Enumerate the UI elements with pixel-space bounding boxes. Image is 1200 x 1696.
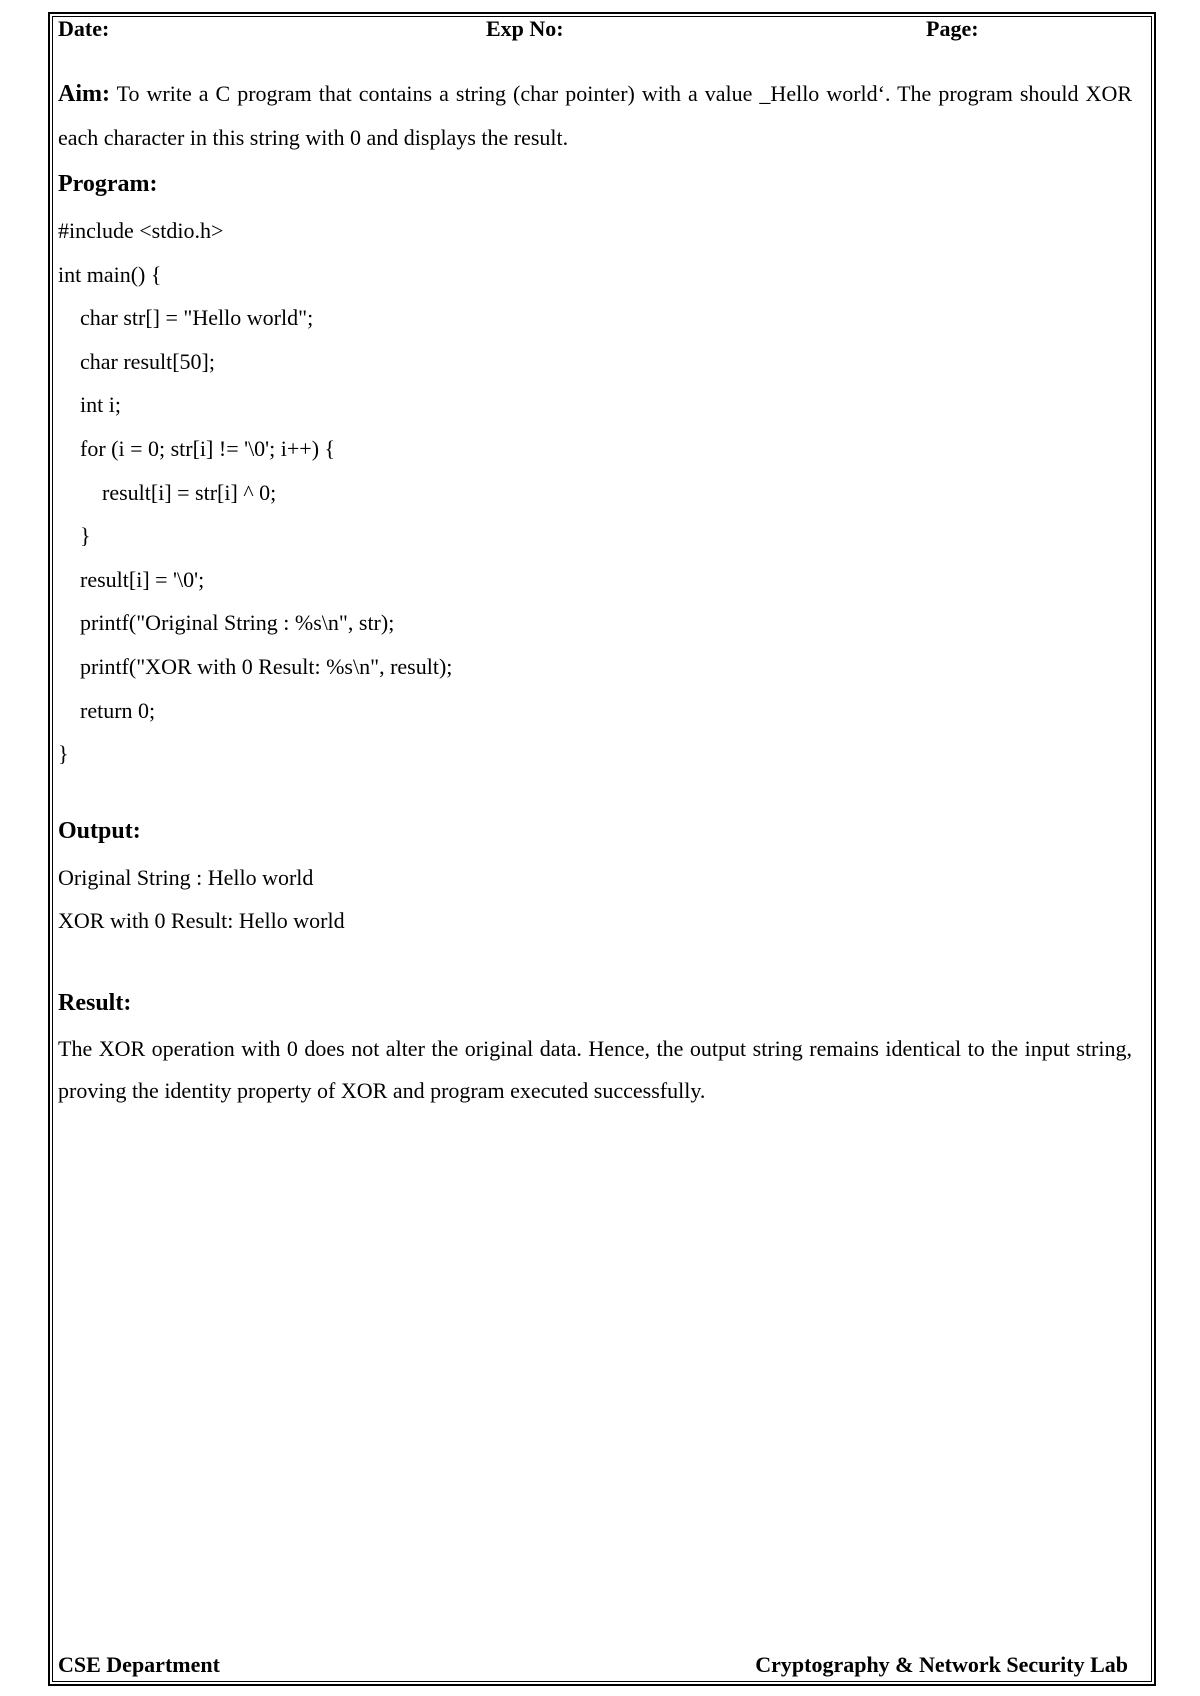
document-body	[58, 72, 1132, 1112]
code-line: char str[] = "Hello world";	[58, 305, 314, 331]
code-line: for (i = 0; str[i] != '\0'; i++) {	[58, 435, 336, 461]
code-line: int main() {	[58, 261, 162, 287]
program-heading: Program:	[58, 171, 158, 197]
code-line: }	[58, 523, 91, 549]
aim-paragraph	[58, 72, 1132, 159]
result-paragraph: The XOR operation with 0 does not alter the original data. Hence, the output string remains identical to the input string, proving the identity property of XOR and program executed successfully.	[58, 1035, 1132, 1103]
code-line: return 0;	[58, 697, 156, 723]
code-line: result[i] = '\0';	[58, 566, 205, 592]
code-block	[58, 209, 1132, 776]
department-label: CSE Department	[58, 1652, 220, 1677]
date-label: Date:	[58, 16, 110, 41]
code-line: result[i] = str[i] ^ 0;	[58, 479, 277, 505]
code-line: int i;	[58, 392, 121, 418]
output-heading: Output:	[58, 817, 141, 844]
aim-label: Aim:	[58, 81, 110, 107]
page-header	[58, 16, 1138, 46]
code-line: printf("Original String : %s\n", str);	[58, 610, 395, 636]
page-label: Page:	[926, 16, 979, 41]
output-line: XOR with 0 Result: Hello world	[58, 908, 345, 934]
code-line: printf("XOR with 0 Result: %s\n", result);	[58, 653, 453, 679]
output-line: Original String : Hello world	[58, 864, 314, 890]
result-heading: Result:	[58, 989, 132, 1016]
exp-no-label: Exp No:	[486, 16, 564, 41]
aim-text: To write a C program that contains a string (char pointer) with a value _Hello world‘. The program should XOR each character in this string with 0 and displays the result.	[58, 81, 1132, 150]
code-line: char result[50];	[58, 348, 215, 374]
lab-name-label: Cryptography & Network Security Lab	[755, 1652, 1128, 1677]
code-line: }	[58, 741, 69, 767]
page-footer	[58, 1652, 1128, 1680]
code-line: #include <stdio.h>	[58, 218, 224, 243]
